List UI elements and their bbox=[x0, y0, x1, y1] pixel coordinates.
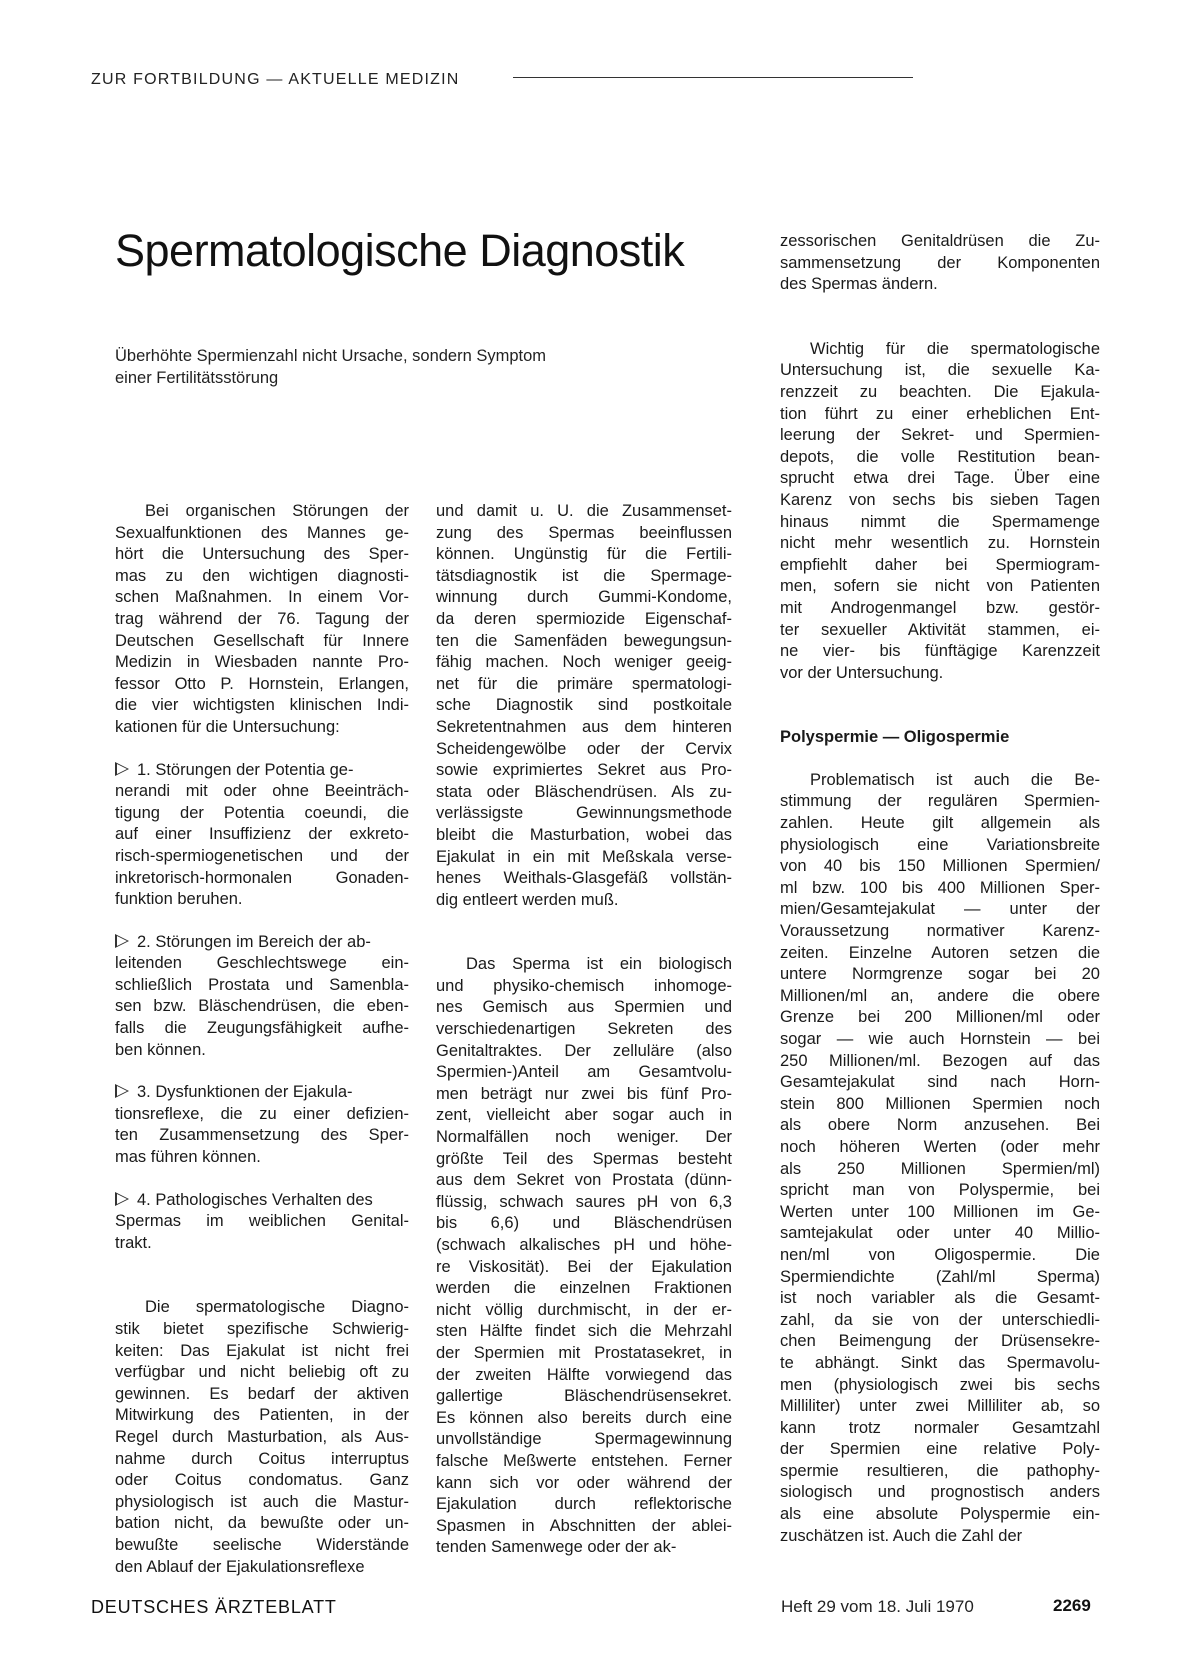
list-item-text: 4. Pathologisches Verhalten des bbox=[137, 1190, 373, 1209]
text-line: Sexualfunktionen des Mannes ge- bbox=[115, 523, 409, 542]
text-line: noch höheren Werten (oder mehr bbox=[780, 1137, 1100, 1156]
text-line: falls die Zeugungsfähigkeit aufhe- bbox=[115, 1019, 409, 1038]
text-line: sowie exprimiertes Sekret aus Pro- bbox=[436, 761, 732, 780]
text-line: ist noch variabler als die Gesamt- bbox=[780, 1289, 1100, 1308]
text-line: hört die Untersuchung des Sper- bbox=[115, 545, 409, 564]
text-line: Sekretentnahmen aus dem hinteren bbox=[436, 717, 732, 736]
text-line: tenden Samenwege oder der ak- bbox=[436, 1538, 677, 1557]
text-line: mas führen können. bbox=[115, 1148, 261, 1167]
text-line: werden die einzelnen Fraktionen bbox=[436, 1279, 732, 1298]
text-line: Normalfällen noch weniger. Der bbox=[436, 1128, 732, 1147]
triangle-bullet-icon bbox=[115, 1084, 129, 1098]
spacer bbox=[115, 1254, 409, 1297]
text-line: vor der Untersuchung. bbox=[780, 663, 944, 682]
text-line: Spermien-)Anteil am Gesamtvolu- bbox=[436, 1063, 732, 1082]
paragraph bbox=[436, 501, 732, 911]
text-line: der Spermien eine relative Poly- bbox=[780, 1440, 1100, 1459]
text-line: dig entleert werden muß. bbox=[436, 890, 619, 909]
page-number: 2269 bbox=[1053, 1596, 1091, 1615]
text-line: des Spermas ändern. bbox=[780, 275, 938, 294]
text-line: henes Weithals-Glasgefäß vollstän- bbox=[436, 869, 732, 888]
text-line: nahme durch Coitus interruptus bbox=[115, 1449, 409, 1468]
spacer bbox=[780, 684, 1100, 727]
text-line bbox=[115, 1190, 409, 1212]
text-line: zahlen. Heute gilt allgemein als bbox=[780, 814, 1100, 833]
text-line: Werten unter 100 Millionen im Ge- bbox=[780, 1202, 1100, 1221]
text-line bbox=[115, 1082, 409, 1104]
text-line: zung des Spermas beeinflussen bbox=[436, 523, 732, 542]
text-line: ten Zusammensetzung des Sper- bbox=[115, 1126, 409, 1145]
footer-issue: Heft 29 vom 18. Juli 1970 bbox=[781, 1597, 974, 1616]
text-line: sprucht etwa drei Tage. Über eine bbox=[780, 469, 1100, 488]
text-line: sche Diagnostik sind postkoitale bbox=[436, 696, 732, 715]
text-line bbox=[115, 932, 409, 954]
text-line: trakt. bbox=[115, 1233, 152, 1252]
section-kicker: ZUR FORTBILDUNG — AKTUELLE MEDIZIN bbox=[91, 71, 460, 88]
text-line: bis 6,6) und Bläschendrüsen bbox=[436, 1214, 732, 1233]
text-line: Ejakulation durch reflektorische bbox=[436, 1495, 732, 1514]
text-line: auf einer Insuffizienz der exkreto- bbox=[115, 825, 409, 844]
spacer bbox=[115, 1061, 409, 1082]
text-line: leitenden Geschlechtswege ein- bbox=[115, 954, 409, 973]
text-line bbox=[115, 760, 409, 782]
list-item-text: 2. Störungen im Bereich der ab- bbox=[137, 932, 371, 951]
paragraph bbox=[780, 231, 1100, 296]
text-line: tigung der Potentia coeundi, die bbox=[115, 803, 409, 822]
spacer bbox=[115, 739, 409, 760]
text-line: Untersuchung ist, die sexuelle Ka- bbox=[780, 361, 1100, 380]
list-item bbox=[115, 1190, 409, 1255]
text-line: renzzeit zu beachten. Die Ejakula- bbox=[780, 382, 1100, 401]
text-line: schließlich Prostata und Samenbla- bbox=[115, 975, 409, 994]
text-line: Wichtig für die spermatologische bbox=[810, 339, 1100, 358]
text-line: zeiten. Einzelne Autoren setzen die bbox=[780, 943, 1100, 962]
list-item-text: 3. Dysfunktionen der Ejakula- bbox=[137, 1083, 353, 1102]
text-line: Genitaltraktes. Der zelluläre (also bbox=[436, 1041, 732, 1060]
list-item bbox=[115, 1082, 409, 1168]
paragraph bbox=[436, 954, 732, 1559]
text-line: oder Coitus condomatus. Ganz bbox=[115, 1471, 409, 1490]
text-line: sammensetzung der Komponenten bbox=[780, 253, 1100, 272]
text-line: nerandi mit oder ohne Beeinträch- bbox=[115, 782, 409, 801]
text-line: Grenze bei 200 Millionen/ml oder bbox=[780, 1008, 1100, 1027]
spacer bbox=[780, 296, 1100, 339]
text-line: Es können also bereits durch eine bbox=[436, 1408, 732, 1427]
text-line: fessor Otto P. Hornstein, Erlangen, bbox=[115, 674, 409, 693]
section-heading: Polyspermie — Oligospermie bbox=[780, 728, 1010, 747]
text-line: hinaus nimmt die Spermamenge bbox=[780, 512, 1100, 531]
text-line: Karenz von sechs bis sieben Tagen bbox=[780, 490, 1100, 509]
text-line: men (physiologisch zwei bis sechs bbox=[780, 1375, 1100, 1394]
text-line: Mitwirkung des Patienten, in der bbox=[115, 1406, 409, 1425]
text-line: stata oder Bläschendrüsen. Als zu- bbox=[436, 782, 732, 801]
text-line: mien/Gesamtejakulat — unter der bbox=[780, 900, 1100, 919]
text-line: nicht mehr wesentlich zu. Hornstein bbox=[780, 534, 1100, 553]
text-line: ten die Samenfäden bewegungsun- bbox=[436, 631, 732, 650]
text-line: als 250 Millionen Spermien/ml) bbox=[780, 1159, 1100, 1178]
text-line: stein 800 Millionen Spermien noch bbox=[780, 1094, 1100, 1113]
text-line: aus dem Sekret von Prostata (dünn- bbox=[436, 1171, 732, 1190]
text-line: kann trotz normaler Gesamtzahl bbox=[780, 1418, 1100, 1437]
text-line: flüssig, schwach saures pH von 6,3 bbox=[436, 1192, 732, 1211]
text-line: ml bzw. 100 bis 400 Millionen Sper- bbox=[780, 878, 1100, 897]
text-line: gewinnen. Es bedarf der aktiven bbox=[115, 1384, 409, 1403]
text-line: Regel durch Masturbation, als Aus- bbox=[115, 1427, 409, 1446]
text-line: depots, die volle Restitution bean- bbox=[780, 447, 1100, 466]
triangle-bullet-icon bbox=[115, 762, 129, 776]
text-line: sen bzw. Bläschendrüsen, die eben- bbox=[115, 997, 409, 1016]
list-item bbox=[115, 760, 409, 911]
text-line: bation nicht, da bewußte oder un- bbox=[115, 1514, 409, 1533]
text-line: Spermas im weiblichen Genital- bbox=[115, 1212, 409, 1231]
text-line: gallertige Bläschendrüsensekret. bbox=[436, 1387, 732, 1406]
text-line: stimmung der regulären Spermien- bbox=[780, 792, 1100, 811]
text-line: der zweiten Hälfte vorwiegend das bbox=[436, 1365, 732, 1384]
text-line: funktion beruhen. bbox=[115, 890, 243, 909]
text-column-3 bbox=[780, 231, 1100, 1547]
text-line: tätsdiagnostik ist die Spermage- bbox=[436, 566, 732, 585]
text-column-2 bbox=[436, 501, 732, 1559]
text-line: Deutschen Gesellschaft für Innere bbox=[115, 631, 409, 650]
text-line: Die spermatologische Diagno- bbox=[145, 1298, 409, 1317]
text-line: tionsreflexe, die zu einer defizien- bbox=[115, 1104, 409, 1123]
text-line: untere Normgrenze sogar bei 20 bbox=[780, 965, 1100, 984]
text-line: samtejakulat oder unter 40 Millio- bbox=[780, 1224, 1100, 1243]
text-line: ne vier- bis fünftägige Karenzzeit bbox=[780, 642, 1100, 661]
text-line: ben können. bbox=[115, 1040, 206, 1059]
text-line: verschiedenartigen Sekreten des bbox=[436, 1020, 732, 1039]
text-line: sogar — wie auch Hornstein — bei bbox=[780, 1030, 1100, 1048]
text-line: können. Ungünstig für die Fertili- bbox=[436, 545, 732, 564]
text-line: kationen für die Untersuchung: bbox=[115, 717, 340, 736]
text-line: kann sich vor oder während der bbox=[436, 1473, 732, 1492]
text-line: als obere Norm anzusehen. Bei bbox=[780, 1116, 1100, 1135]
text-line: men, sofern sie nicht von Patienten bbox=[780, 577, 1100, 596]
text-line: chen Beimengung der Drüsensekre- bbox=[780, 1332, 1100, 1351]
text-line: verfügbar und nicht beliebig oft zu bbox=[115, 1363, 409, 1382]
text-line: größte Teil des Spermas besteht bbox=[436, 1149, 732, 1168]
spacer bbox=[115, 911, 409, 932]
text-line: Das Sperma ist ein biologisch bbox=[466, 955, 732, 974]
text-line: empfiehlt daher bei Spermiogram- bbox=[780, 555, 1100, 574]
text-line: unvollständige Spermagewinnung bbox=[436, 1430, 732, 1449]
text-line: siologisch und prognostisch anders bbox=[780, 1483, 1100, 1502]
list-item bbox=[115, 932, 409, 1062]
text-line: da deren spermiozide Eigenschaf- bbox=[436, 609, 732, 628]
text-line: mit Androgenmangel bzw. gestör- bbox=[780, 598, 1100, 617]
text-line: keiten: Das Ejakulat ist nicht frei bbox=[115, 1341, 409, 1360]
text-line: Milliliter) unter zwei Milliliter ab, so bbox=[780, 1397, 1100, 1416]
text-line: sten Hälfte findet sich die Mehrzahl bbox=[436, 1322, 732, 1341]
triangle-bullet-icon bbox=[115, 934, 129, 948]
text-line: te abhängt. Sinkt das Spermavolu- bbox=[780, 1353, 1100, 1372]
text-line: und physiko-chemisch inhomoge- bbox=[436, 976, 732, 995]
text-line: inkretorisch-hormonalen Gonaden- bbox=[115, 868, 409, 887]
text-line: falsche Meßwerte entstehen. Ferner bbox=[436, 1451, 732, 1470]
text-line: ter sexueller Aktivität stammen, ei- bbox=[780, 620, 1100, 639]
triangle-bullet-icon bbox=[115, 1192, 129, 1206]
text-line: zessorischen Genitaldrüsen die Zu- bbox=[780, 232, 1100, 250]
text-line: als eine absolute Polyspermie ein- bbox=[780, 1505, 1100, 1524]
list-item-text: 1. Störungen der Potentia ge- bbox=[137, 760, 354, 779]
text-line: Medizin in Wiesbaden nannte Pro- bbox=[115, 653, 409, 672]
text-column-1 bbox=[115, 501, 409, 1578]
text-line: nes Gemisch aus Spermien und bbox=[436, 998, 732, 1017]
text-line: bewußte seelische Widerstände bbox=[115, 1535, 409, 1554]
paragraph bbox=[115, 501, 409, 739]
text-line: nicht völlig durchmischt, in der er- bbox=[436, 1300, 732, 1319]
paragraph bbox=[115, 1297, 409, 1578]
subtitle-line: einer Fertilitätsstörung bbox=[115, 369, 279, 387]
subtitle-line: Überhöhte Spermienzahl nicht Ursache, sondern Symptom bbox=[115, 347, 547, 365]
text-line: net für die primäre spermatologi- bbox=[436, 674, 732, 693]
text-line: Scheidengewölbe oder der Cervix bbox=[436, 739, 732, 758]
text-line: tion führt zu einer erheblichen Ent- bbox=[780, 404, 1100, 423]
text-line: Ejakulat in ein mit Meßskala verse- bbox=[436, 847, 732, 866]
text-line: leerung der Sekret- und Spermien- bbox=[780, 426, 1100, 445]
text-line: zuschätzen ist. Auch die Zahl der bbox=[780, 1526, 1023, 1545]
text-line: spricht man von Polyspermie, bei bbox=[780, 1181, 1100, 1200]
text-line: bleibt die Masturbation, wobei das bbox=[436, 825, 732, 844]
text-line: spermie resultieren, die pathophy- bbox=[780, 1461, 1100, 1480]
text-line: der Spermien mit Prostatasekret, in bbox=[436, 1343, 732, 1362]
text-line: die vier wichtigsten klinischen Indi- bbox=[115, 696, 409, 715]
text-line: Problematisch ist auch die Be- bbox=[810, 770, 1100, 789]
text-line: und damit u. U. die Zusammenset- bbox=[436, 502, 732, 520]
text-line: Gesamtejakulat sind nach Horn- bbox=[780, 1073, 1100, 1092]
spacer bbox=[115, 1169, 409, 1190]
text-line: physiologisch ist auch die Mastur- bbox=[115, 1492, 409, 1511]
footer-journal: DEUTSCHES ÄRZTEBLATT bbox=[91, 1597, 337, 1617]
text-line: Spasmen in Abschnitten der ablei- bbox=[436, 1516, 732, 1535]
text-line: re Viskosität). Bei der Ejakulation bbox=[436, 1257, 732, 1276]
text-line: risch-spermiogenetischen und der bbox=[115, 846, 409, 865]
text-line: mas zu den wichtigen diagnosti- bbox=[115, 566, 409, 585]
text-line: den Ablauf der Ejakulationsreflexe bbox=[115, 1557, 365, 1576]
text-line: trag während der 76. Tagung der bbox=[115, 609, 409, 628]
spacer bbox=[780, 749, 1100, 770]
text-line: Bei organischen Störungen der bbox=[145, 502, 409, 520]
text-line: Spermiendichte (Zahl/ml Sperma) bbox=[780, 1267, 1100, 1286]
text-line: Millionen/ml an, andere die obere bbox=[780, 986, 1100, 1005]
text-line: Voraussetzung normativer Karenz- bbox=[780, 922, 1100, 941]
text-line: von 40 bis 150 Millionen Spermien/ bbox=[780, 857, 1100, 876]
text-line: zahl, da sie von der unterschiedli- bbox=[780, 1310, 1100, 1329]
text-line: nen/ml von Oligospermie. Die bbox=[780, 1245, 1100, 1264]
text-line: men beträgt nur zwei bis fünf Pro- bbox=[436, 1084, 732, 1103]
text-line: schen Maßnahmen. In einem Vor- bbox=[115, 588, 409, 607]
text-line: 250 Millionen/ml. Bezogen auf das bbox=[780, 1051, 1100, 1070]
text-line: (schwach alkalisches pH und höhe- bbox=[436, 1236, 732, 1254]
text-line: winnung durch Gummi-Kondome, bbox=[436, 588, 732, 607]
paragraph bbox=[780, 770, 1100, 1547]
article-title: Spermatologische Diagnostik bbox=[115, 225, 685, 276]
paragraph bbox=[780, 339, 1100, 685]
article-subtitle bbox=[115, 345, 675, 389]
text-line: stik bietet spezifische Schwierig- bbox=[115, 1320, 409, 1338]
kicker-rule bbox=[513, 77, 913, 78]
text-line: fähig machen. Noch weniger geeig- bbox=[436, 653, 732, 672]
text-line: zent, vielleicht aber sogar auch in bbox=[436, 1106, 732, 1125]
spacer bbox=[436, 911, 732, 954]
text-line: physiologisch eine Variationsbreite bbox=[780, 835, 1100, 854]
text-line: verlässigste Gewinnungsmethode bbox=[436, 804, 732, 823]
